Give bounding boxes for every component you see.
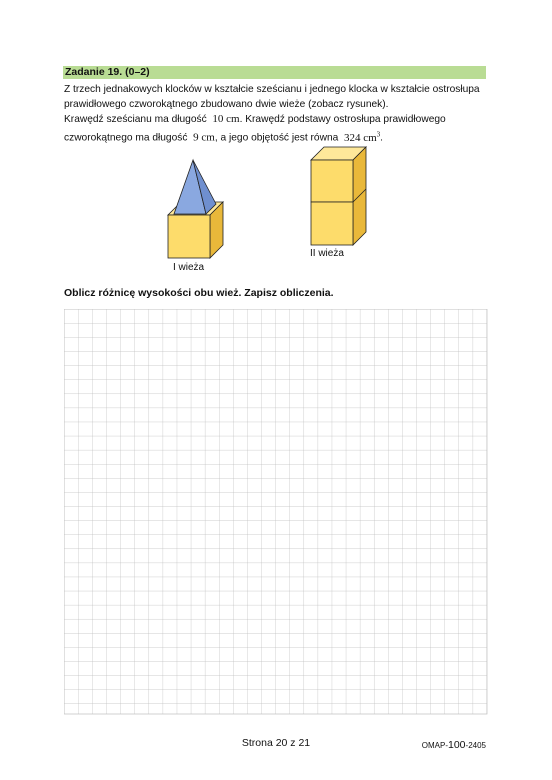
answer-grid[interactable]	[64, 309, 488, 720]
task-text-fragment: . Krawędź podstawy ostrosłupa prawidłowego	[239, 114, 446, 125]
task-text-fragment: , a jego objętość jest równa	[214, 132, 339, 144]
volume-number: 324 cm	[343, 131, 377, 144]
exam-code-suffix: -2405	[465, 741, 486, 750]
page-number: Strona 20 z 21	[241, 737, 311, 749]
towers-figure	[150, 140, 410, 280]
towers-drawing	[150, 140, 410, 280]
task-line: Z trzech jednakowych klocków w kształcie sześcianu i jednego klocka w kształcie ostrosłupa	[64, 84, 480, 95]
pyramid-edge-value: 9 cm	[193, 131, 215, 144]
task-line	[64, 112, 494, 127]
exam-code-prefix: OMAP-	[421, 741, 448, 750]
tower1-label: I wieża	[173, 262, 205, 273]
exam-code-number: 100	[448, 739, 466, 751]
task-line: prawidłowego czworokątnego zbudowano dwie wieże (zobacz rysunek).	[64, 99, 389, 110]
grid-lines	[64, 309, 488, 715]
task-text-fragment: Krawędź sześcianu ma długość	[64, 114, 207, 125]
task-text-fragment: czworokątnego ma długość	[64, 132, 188, 144]
tower2-label: II wieża	[310, 248, 344, 259]
cube-edge-value: 10 cm	[212, 113, 240, 125]
tower2-cubes	[311, 147, 366, 245]
exam-code	[422, 739, 486, 751]
task-header: Zadanie 19. (0–2)	[63, 66, 486, 79]
tower1-pyramid	[174, 160, 216, 214]
volume-exponent: 3	[376, 130, 381, 138]
task-text-fragment: .	[380, 132, 384, 144]
task-description	[64, 82, 494, 146]
instruction: Oblicz różnicę wysokości obu wież. Zapisz obliczenia.	[64, 287, 334, 299]
